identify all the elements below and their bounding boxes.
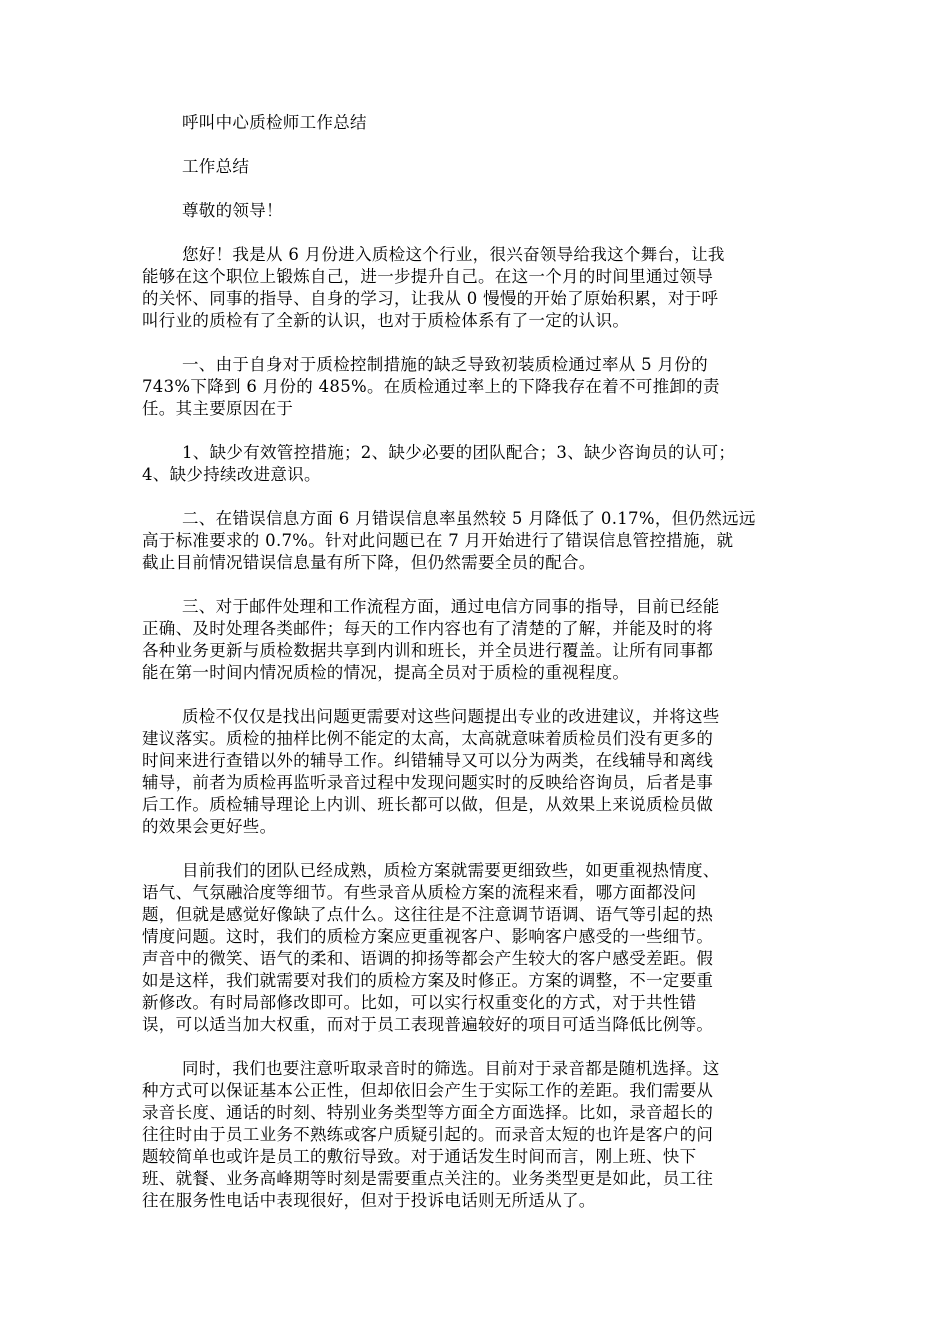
paragraph-line: 题较简单也或许是员工的敷衍导致。对于通话发生时间而言，刚上班、快下: [142, 1147, 697, 1166]
spacer: [142, 222, 802, 244]
paragraph-line: 一、由于自身对于质检控制措施的缺乏导致初装质检通过率从 5 月份的: [182, 355, 708, 374]
paragraph-line: 声音中的微笑、语气的柔和、语调的抑扬等都会产生较大的客户感受差距。假: [142, 949, 714, 968]
paragraph-line: 质检不仅仅是找出问题更需要对这些问题提出专业的改进建议，并将这些: [182, 707, 720, 726]
paragraph-line: 743%下降到 6 月份的 485%。在质检通过率上的下降我存在着不可推卸的责: [142, 377, 720, 396]
spacer: [142, 486, 802, 508]
body-paragraphs: [142, 244, 802, 1212]
paragraph-line: 录音长度、通话的时刻、特别业务类型等方面全方面选择。比如，录音超长的: [142, 1103, 714, 1122]
paragraph-line: 三、对于邮件处理和工作流程方面，通过电信方同事的指导，目前已经能: [182, 597, 720, 616]
body-paragraph: [142, 354, 802, 420]
document-subtitle: 工作总结: [182, 157, 250, 176]
paragraph-line: 目前我们的团队已经成熟，质检方案就需要更细致些，如更重视热情度、: [182, 861, 720, 880]
body-paragraph: [142, 442, 802, 486]
paragraph-line: 误，可以适当加大权重，而对于员工表现普遍较好的项目可适当降低比例等。: [142, 1015, 714, 1034]
paragraph-line: 任。其主要原因在于: [142, 399, 294, 418]
spacer: [142, 178, 802, 200]
paragraph-line: 能够在这个职位上锻炼自己，进一步提升自己。在这一个月的时间里通过领导: [142, 267, 714, 286]
paragraph-line: 往在服务性电话中表现很好，但对于投诉电话则无所适从了。: [142, 1191, 596, 1210]
paragraph-line: 叫行业的质检有了全新的认识，也对于质检体系有了一定的认识。: [142, 311, 630, 330]
salutation: 尊敬的领导！: [182, 201, 283, 220]
paragraph-line: 二、在错误信息方面 6 月错误信息率虽然较 5 月降低了 0.17%，但仍然远远: [182, 509, 756, 528]
paragraph-line: 后工作。质检辅导理论上内训、班长都可以做，但是，从效果上来说质检员做: [142, 795, 714, 814]
spacer: [142, 838, 802, 860]
spacer: [142, 420, 802, 442]
body-paragraph: [142, 706, 802, 838]
spacer: [142, 574, 802, 596]
paragraph-line: 高于标准要求的 0.7%。针对此问题已在 7 月开始进行了错误信息管控措施，就: [142, 531, 734, 550]
paragraph-line: 情度问题。这时，我们的质检方案应更重视客户、影响客户感受的一些细节。: [142, 927, 714, 946]
paragraph-line: 您好！我是从 6 月份进入质检这个行业，很兴奋领导给我这个舞台，让我: [182, 245, 725, 264]
paragraph-line: 同时，我们也要注意听取录音时的筛选。目前对于录音都是随机选择。这: [182, 1059, 720, 1078]
paragraph-line: 题，但就是感觉好像缺了点什么。这往往是不注意调节语调、语气等引起的热: [142, 905, 714, 924]
paragraph-line: 时间来进行查错以外的辅导工作。纠错辅导又可以分为两类，在线辅导和离线: [142, 751, 714, 770]
paragraph-line: 的效果会更好些。: [142, 817, 277, 836]
spacer: [142, 332, 802, 354]
spacer: [142, 684, 802, 706]
paragraph-line: 各种业务更新与质检数据共享到内训和班长，并全员进行覆盖。让所有同事都: [142, 641, 714, 660]
spacer: [142, 1036, 802, 1058]
paragraph-line: 1、缺少有效管控措施；2、缺少必要的团队配合；3、缺少咨询员的认可；: [182, 443, 736, 462]
paragraph-line: 的关怀、同事的指导、自身的学习，让我从 0 慢慢的开始了原始积累，对于呼: [142, 289, 719, 308]
body-paragraph: [142, 596, 802, 684]
body-paragraph: [142, 244, 802, 332]
document-page: [142, 112, 802, 1212]
paragraph-line: 截止目前情况错误信息量有所下降，但仍然需要全员的配合。: [142, 553, 596, 572]
paragraph-line: 正确、及时处理各类邮件；每天的工作内容也有了清楚的了解，并能及时的将: [142, 619, 714, 638]
spacer: [142, 134, 802, 156]
paragraph-line: 如是这样，我们就需要对我们的质检方案及时修正。方案的调整，不一定要重: [142, 971, 714, 990]
paragraph-line: 班、就餐、业务高峰期等时刻是需要重点关注的。业务类型更是如此，员工往: [142, 1169, 714, 1188]
paragraph-line: 往往时由于员工业务不熟练或客户质疑引起的。而录音太短的也许是客户的问: [142, 1125, 714, 1144]
paragraph-line: 新修改。有时局部修改即可。比如，可以实行权重变化的方式，对于共性错: [142, 993, 697, 1012]
paragraph-line: 种方式可以保证基本公正性，但却依旧会产生于实际工作的差距。我们需要从: [142, 1081, 714, 1100]
paragraph-line: 辅导，前者为质检再监听录音过程中发现问题实时的反映给咨询员，后者是事: [142, 773, 714, 792]
paragraph-line: 4、缺少持续改进意识。: [142, 465, 321, 484]
body-paragraph: [142, 860, 802, 1036]
document-title: 呼叫中心质检师工作总结: [182, 113, 367, 132]
paragraph-line: 能在第一时间内情况质检的情况，提高全员对于质检的重视程度。: [142, 663, 630, 682]
body-paragraph: [142, 1058, 802, 1212]
paragraph-line: 语气、气氛融洽度等细节。有些录音从质检方案的流程来看，哪方面都没问: [142, 883, 697, 902]
body-paragraph: [142, 508, 802, 574]
paragraph-line: 建议落实。质检的抽样比例不能定的太高，太高就意味着质检员们没有更多的: [142, 729, 714, 748]
